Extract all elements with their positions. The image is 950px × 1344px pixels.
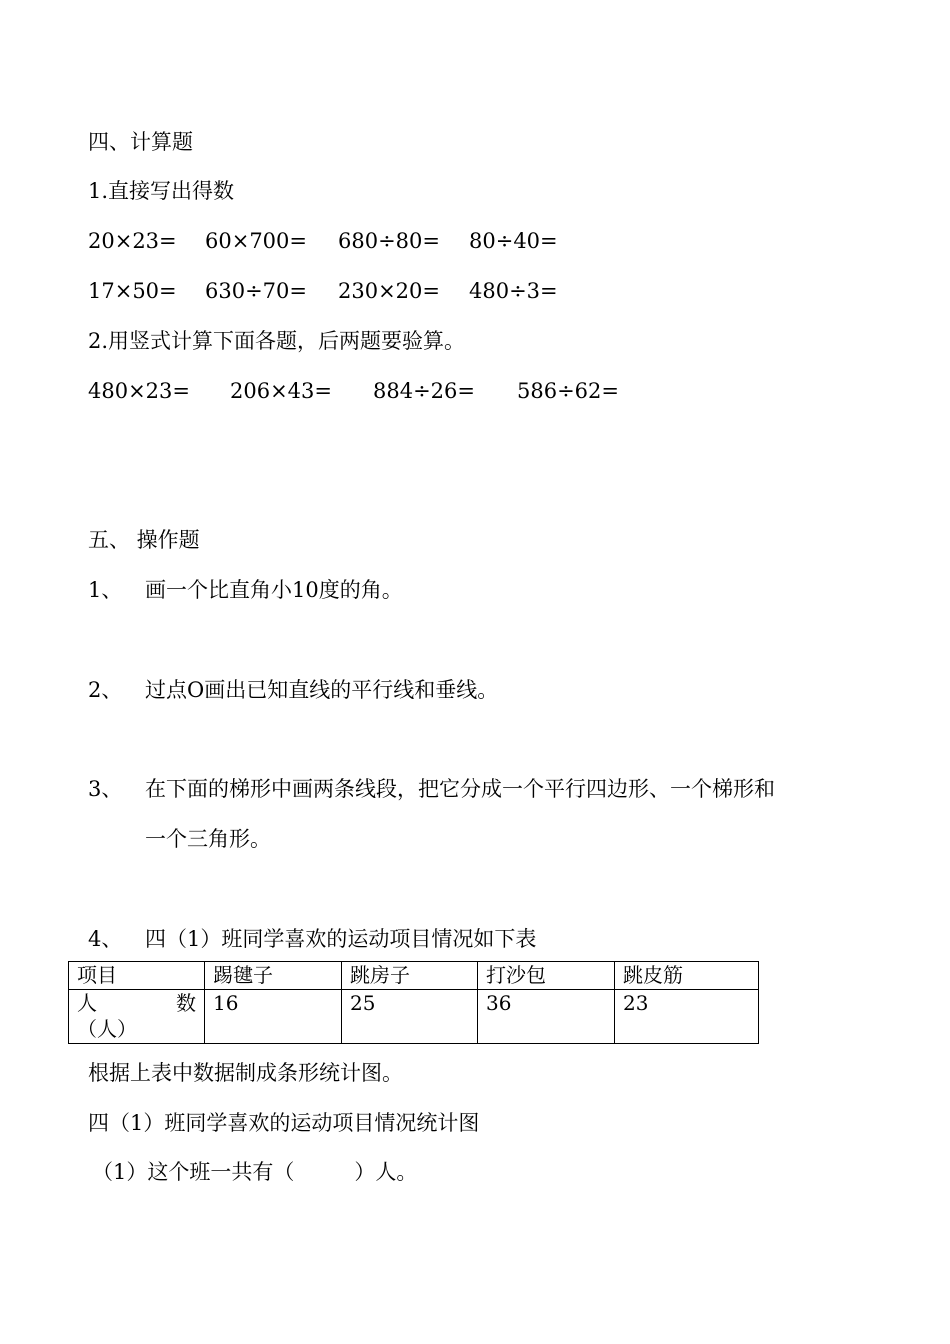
after-table-text: 根据上表中数据制成条形统计图。 <box>88 1061 403 1085</box>
calc-item: 80÷40= <box>469 229 558 253</box>
table-header-cell: 踢毽子 <box>205 962 342 990</box>
table-cell: 16 <box>205 990 342 1044</box>
table-row <box>69 990 759 1044</box>
calc-item: 586÷62= <box>517 379 619 403</box>
calc-item: 206×43= <box>230 379 332 403</box>
question-1-title: 1.直接写出得数 <box>88 179 235 203</box>
calc-item: 17×50= <box>88 279 177 303</box>
row-label-line <box>77 990 204 1016</box>
section-4-title: 四、计算题 <box>88 130 193 154</box>
calc-item: 20×23= <box>88 229 177 253</box>
calc-item: 630÷70= <box>205 279 307 303</box>
calc-item: 480×23= <box>88 379 190 403</box>
table-header-cell: 打沙包 <box>478 962 615 990</box>
table-cell: 23 <box>615 990 759 1044</box>
section-5-title: 五、 操作题 <box>88 528 200 552</box>
sports-table <box>68 961 759 1044</box>
table-header-cell: 跳房子 <box>342 962 478 990</box>
table-header-row <box>69 962 759 990</box>
chart-title: 四（1）班同学喜欢的运动项目情况统计图 <box>88 1111 480 1135</box>
row-label-right: 数 <box>176 991 196 1015</box>
table-header-cell: 跳皮筋 <box>615 962 759 990</box>
table-header-cell: 项目 <box>69 962 205 990</box>
question-2-title: 2.用竖式计算下面各题，后两题要验算。 <box>88 329 466 353</box>
item-number: 1、 <box>88 578 123 602</box>
table-cell: 25 <box>342 990 478 1044</box>
question-prefix: （1）这个班一共有（ <box>92 1160 295 1184</box>
row-label-cell <box>69 990 205 1044</box>
item-text: 过点O画出已知直线的平行线和垂线。 <box>145 678 499 702</box>
row-label-left: 人 <box>77 991 97 1015</box>
item-text-continued: 一个三角形。 <box>145 827 271 851</box>
item-number: 3、 <box>88 777 123 801</box>
calc-item: 480÷3= <box>469 279 558 303</box>
table-cell: 36 <box>478 990 615 1044</box>
item-text: 四（1）班同学喜欢的运动项目情况如下表 <box>145 927 537 951</box>
calc-item: 680÷80= <box>338 229 440 253</box>
question-suffix: ）人。 <box>354 1160 418 1184</box>
item-number: 4、 <box>88 927 123 951</box>
calc-item: 884÷26= <box>373 379 475 403</box>
item-text: 在下面的梯形中画两条线段，把它分成一个平行四边形、一个梯形和 <box>145 777 775 801</box>
calc-item: 60×700= <box>205 229 307 253</box>
item-text: 画一个比直角小10度的角。 <box>145 578 403 602</box>
row-label-unit: （人） <box>77 1017 137 1041</box>
item-number: 2、 <box>88 678 123 702</box>
question-line <box>92 1158 417 1186</box>
calc-item: 230×20= <box>338 279 440 303</box>
